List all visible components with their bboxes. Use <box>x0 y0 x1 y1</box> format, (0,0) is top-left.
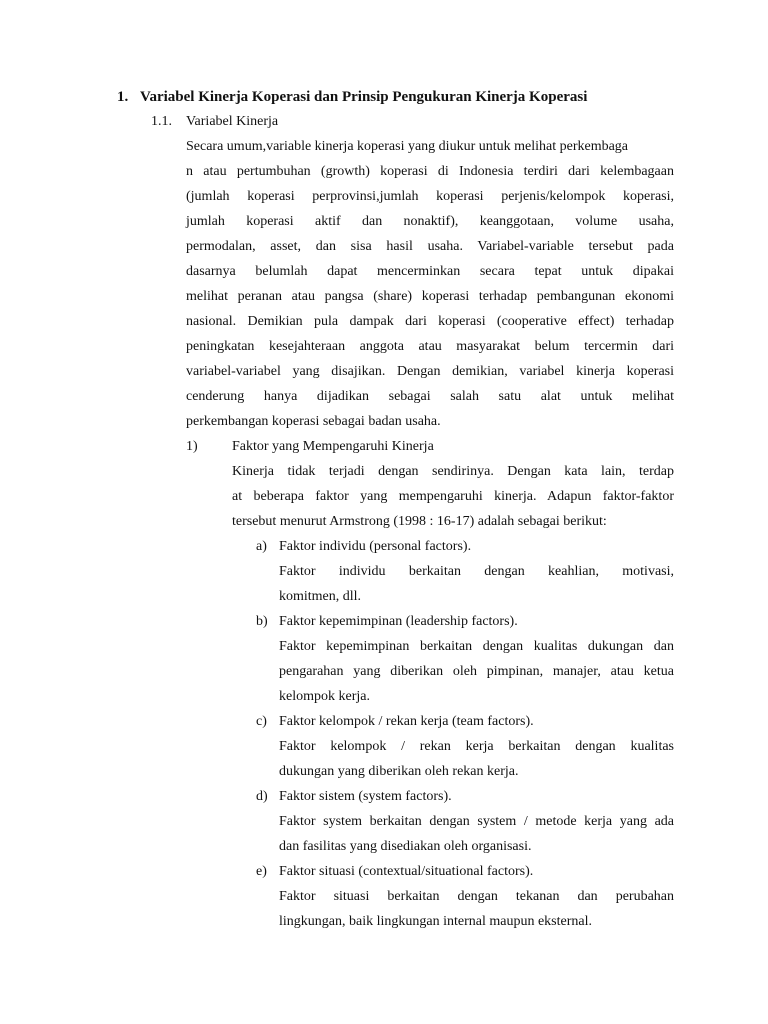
factor-letter: e) <box>256 864 267 879</box>
paragraph-line: dasarnya belumlah dapat mencerminkan secara tepat untuk dipakai <box>186 264 674 279</box>
factor-title: Faktor kepemimpinan (leadership factors). <box>279 614 518 629</box>
paragraph-line: Secara umum,variable kinerja koperasi yang diukur untuk melihat perkembaga <box>186 139 629 154</box>
subsection-title: Variabel Kinerja <box>186 114 279 129</box>
paragraph-line: (jumlah koperasi perprovinsi,jumlah koperasi perjenis/kelompok koperasi, <box>186 189 674 204</box>
factor-line: Faktor situasi berkaitan dengan tekanan dan perubahan <box>279 889 674 904</box>
factor-title: Faktor situasi (contextual/situational factors). <box>279 864 534 879</box>
paragraph-line: jumlah koperasi aktif dan nonaktif), keanggotaan, volume usaha, <box>186 214 674 229</box>
factor-title: Faktor kelompok / rekan kerja (team factors). <box>279 714 534 729</box>
item-line: tersebut menurut Armstrong (1998 : 16-17) adalah sebagai berikut: <box>232 514 607 529</box>
factor-line: lingkungan, baik lingkungan internal maupun eksternal. <box>279 914 592 929</box>
factor-line: pengarahan yang diberikan oleh pimpinan, manajer, atau ketua <box>279 664 674 679</box>
factor-letter: b) <box>256 614 268 629</box>
factor-line: dan fasilitas yang disediakan oleh organisasi. <box>279 839 532 854</box>
paragraph-line: nasional. Demikian pula dampak dari koperasi (cooperative effect) terhadap <box>186 314 674 329</box>
factor-title: Faktor individu (personal factors). <box>279 539 472 554</box>
factor-title: Faktor sistem (system factors). <box>279 789 452 804</box>
paragraph-line: n atau pertumbuhan (growth) koperasi di Indonesia terdiri dari kelembagaan <box>186 164 674 179</box>
factor-line: Faktor system berkaitan dengan system / metode kerja yang ada <box>279 814 674 829</box>
subsection-number: 1.1. <box>151 114 172 129</box>
paragraph-line: permodalan, asset, dan sisa hasil usaha. Variabel-variable tersebut pada <box>186 239 674 254</box>
factor-line: kelompok kerja. <box>279 689 370 704</box>
paragraph-line: variabel-variabel yang disajikan. Dengan demikian, variabel kinerja koperasi <box>186 364 674 379</box>
factor-letter: d) <box>256 789 268 804</box>
factor-letter: a) <box>256 539 267 554</box>
item-line: at beberapa faktor yang mempengaruhi kinerja. Adapun faktor-faktor <box>232 489 674 504</box>
paragraph-line: peningkatan kesejahteraan anggota atau masyarakat belum tercermin dari <box>186 339 674 354</box>
factor-line: komitmen, dll. <box>279 589 362 604</box>
heading-number: 1. <box>117 89 129 105</box>
item-number: 1) <box>186 439 198 454</box>
factor-line: Faktor kepemimpinan berkaitan dengan kualitas dukungan dan <box>279 639 674 654</box>
item-title: Faktor yang Mempengaruhi Kinerja <box>232 439 434 454</box>
factor-line: dukungan yang diberikan oleh rekan kerja. <box>279 764 519 779</box>
paragraph-line: cenderung hanya dijadikan sebagai salah satu alat untuk melihat <box>186 389 674 404</box>
factor-letter: c) <box>256 714 267 729</box>
factor-line: Faktor individu berkaitan dengan keahlian, motivasi, <box>279 564 674 579</box>
heading-title: Variabel Kinerja Koperasi dan Prinsip Pengukuran Kinerja Koperasi <box>140 89 588 105</box>
item-line: Kinerja tidak terjadi dengan sendirinya. Dengan kata lain, terdap <box>232 464 674 479</box>
paragraph-line: melihat peranan atau pangsa (share) koperasi terhadap pembangunan ekonomi <box>186 289 674 304</box>
factor-line: Faktor kelompok / rekan kerja berkaitan dengan kualitas <box>279 739 674 754</box>
paragraph-line: perkembangan koperasi sebagai badan usaha. <box>186 414 441 429</box>
